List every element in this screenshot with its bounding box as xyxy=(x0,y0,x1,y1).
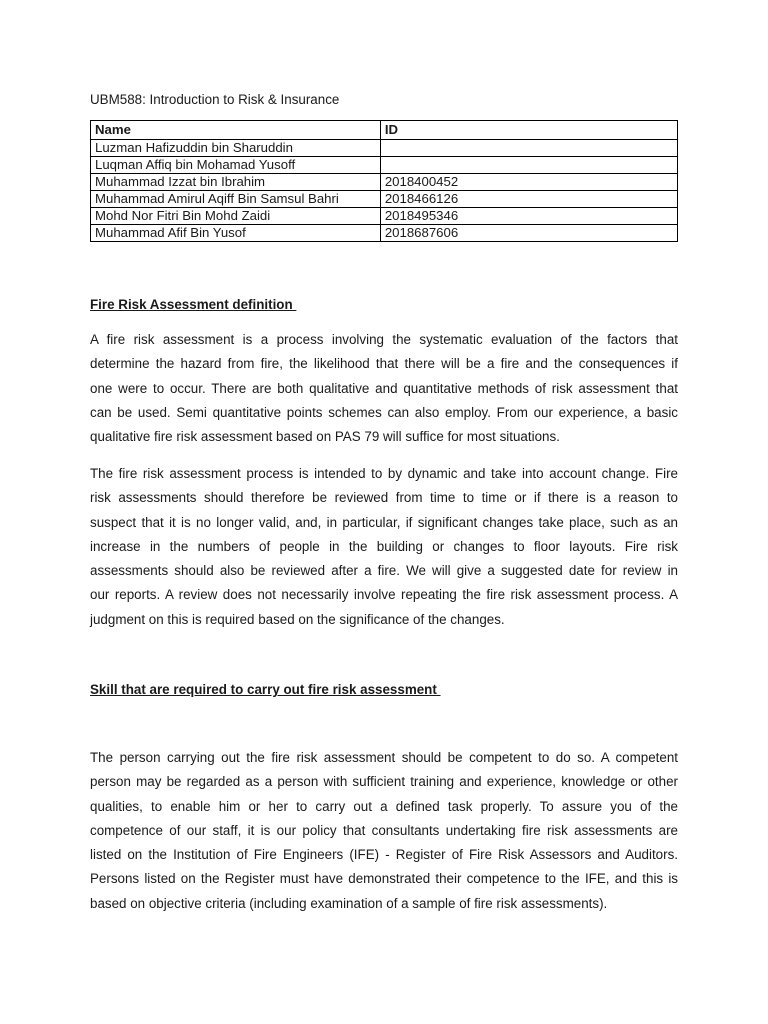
text-line: person may be regarded as a person with sufficient training and experience, knowledge or other xyxy=(90,774,678,790)
course-title: UBM588: Introduction to Risk & Insurance xyxy=(90,92,340,107)
table-row xyxy=(91,174,678,191)
text-line: can be used. Semi quantitative points schemes can also employ. From our experience, a basic xyxy=(90,404,678,420)
text-line: our reports. A review does not necessarily involve repeating the fire risk assessment process. A xyxy=(90,587,678,603)
section-heading-definition: Fire Risk Assessment definition xyxy=(90,297,297,312)
text-line: based on objective criteria (including examination of a sample of fire risk assessments). xyxy=(90,895,608,911)
member-name: Muhammad Afif Bin Yusof xyxy=(91,225,381,242)
text-line: suspect that it is no longer valid, and, in particular, if significant changes take place, such as an xyxy=(90,514,678,530)
table-row xyxy=(91,157,678,174)
definition-paragraph-1 xyxy=(90,328,678,449)
text-line: risk assessments should therefore be reviewed from time to time or if there is a reason to xyxy=(90,490,678,506)
table-header-row xyxy=(91,121,678,140)
member-id xyxy=(380,157,677,174)
skills-paragraph-1 xyxy=(90,746,678,916)
text-line: qualitative fire risk assessment based on PAS 79 will suffice for most situations. xyxy=(90,429,560,445)
table-row xyxy=(91,208,678,225)
text-line: determine the hazard from fire, the likelihood that there will be a fire and the consequences if xyxy=(90,356,678,372)
member-name: Muhammad Izzat bin Ibrahim xyxy=(91,174,381,191)
table-row xyxy=(91,191,678,208)
text-line: The person carrying out the fire risk assessment should be competent to do so. A competent xyxy=(90,750,678,765)
definition-paragraph-2 xyxy=(90,462,678,632)
section-heading-skills: Skill that are required to carry out fire risk assessment xyxy=(90,682,441,697)
text-line: assessments should also be reviewed after a fire. We will give a suggested date for review in xyxy=(90,563,678,579)
text-line: one were to occur. There are both qualitative and quantitative methods of risk assessment that xyxy=(90,380,678,396)
text-line: listed on the Institution of Fire Engineers (IFE) - Register of Fire Risk Assessors and Auditors. xyxy=(90,847,678,863)
member-id: 2018400452 xyxy=(380,174,677,191)
member-id: 2018466126 xyxy=(380,191,677,208)
table-row xyxy=(91,140,678,157)
text-line: Persons listed on the Register must have demonstrated their competence to the IFE, and this is xyxy=(90,871,678,887)
text-line: competence of our staff, it is our policy that consultants undertaking fire risk assessments are xyxy=(90,822,678,838)
member-id xyxy=(380,140,677,157)
text-line: increase in the numbers of people in the building or changes to floor layouts. Fire risk xyxy=(90,538,678,554)
table-row xyxy=(91,225,678,242)
text-line: judgment on this is required based on the significance of the changes. xyxy=(90,611,505,627)
column-header-id: ID xyxy=(380,121,677,140)
text-line: qualities, to enable him or her to carry out a defined task properly. To assure you of the xyxy=(90,798,678,814)
member-name: Luzman Hafizuddin bin Sharuddin xyxy=(91,140,381,157)
member-name: Mohd Nor Fitri Bin Mohd Zaidi xyxy=(91,208,381,225)
member-name: Muhammad Amirul Aqiff Bin Samsul Bahri xyxy=(91,191,381,208)
member-id: 2018495346 xyxy=(380,208,677,225)
text-line: The fire risk assessment process is intended to by dynamic and take into account change. Fire xyxy=(90,466,678,481)
member-name: Luqman Affiq bin Mohamad Yusoff xyxy=(91,157,381,174)
group-members-table xyxy=(90,120,678,242)
text-line: A fire risk assessment is a process involving the systematic evaluation of the factors that xyxy=(90,332,678,347)
member-id: 2018687606 xyxy=(380,225,677,242)
column-header-name: Name xyxy=(91,121,381,140)
